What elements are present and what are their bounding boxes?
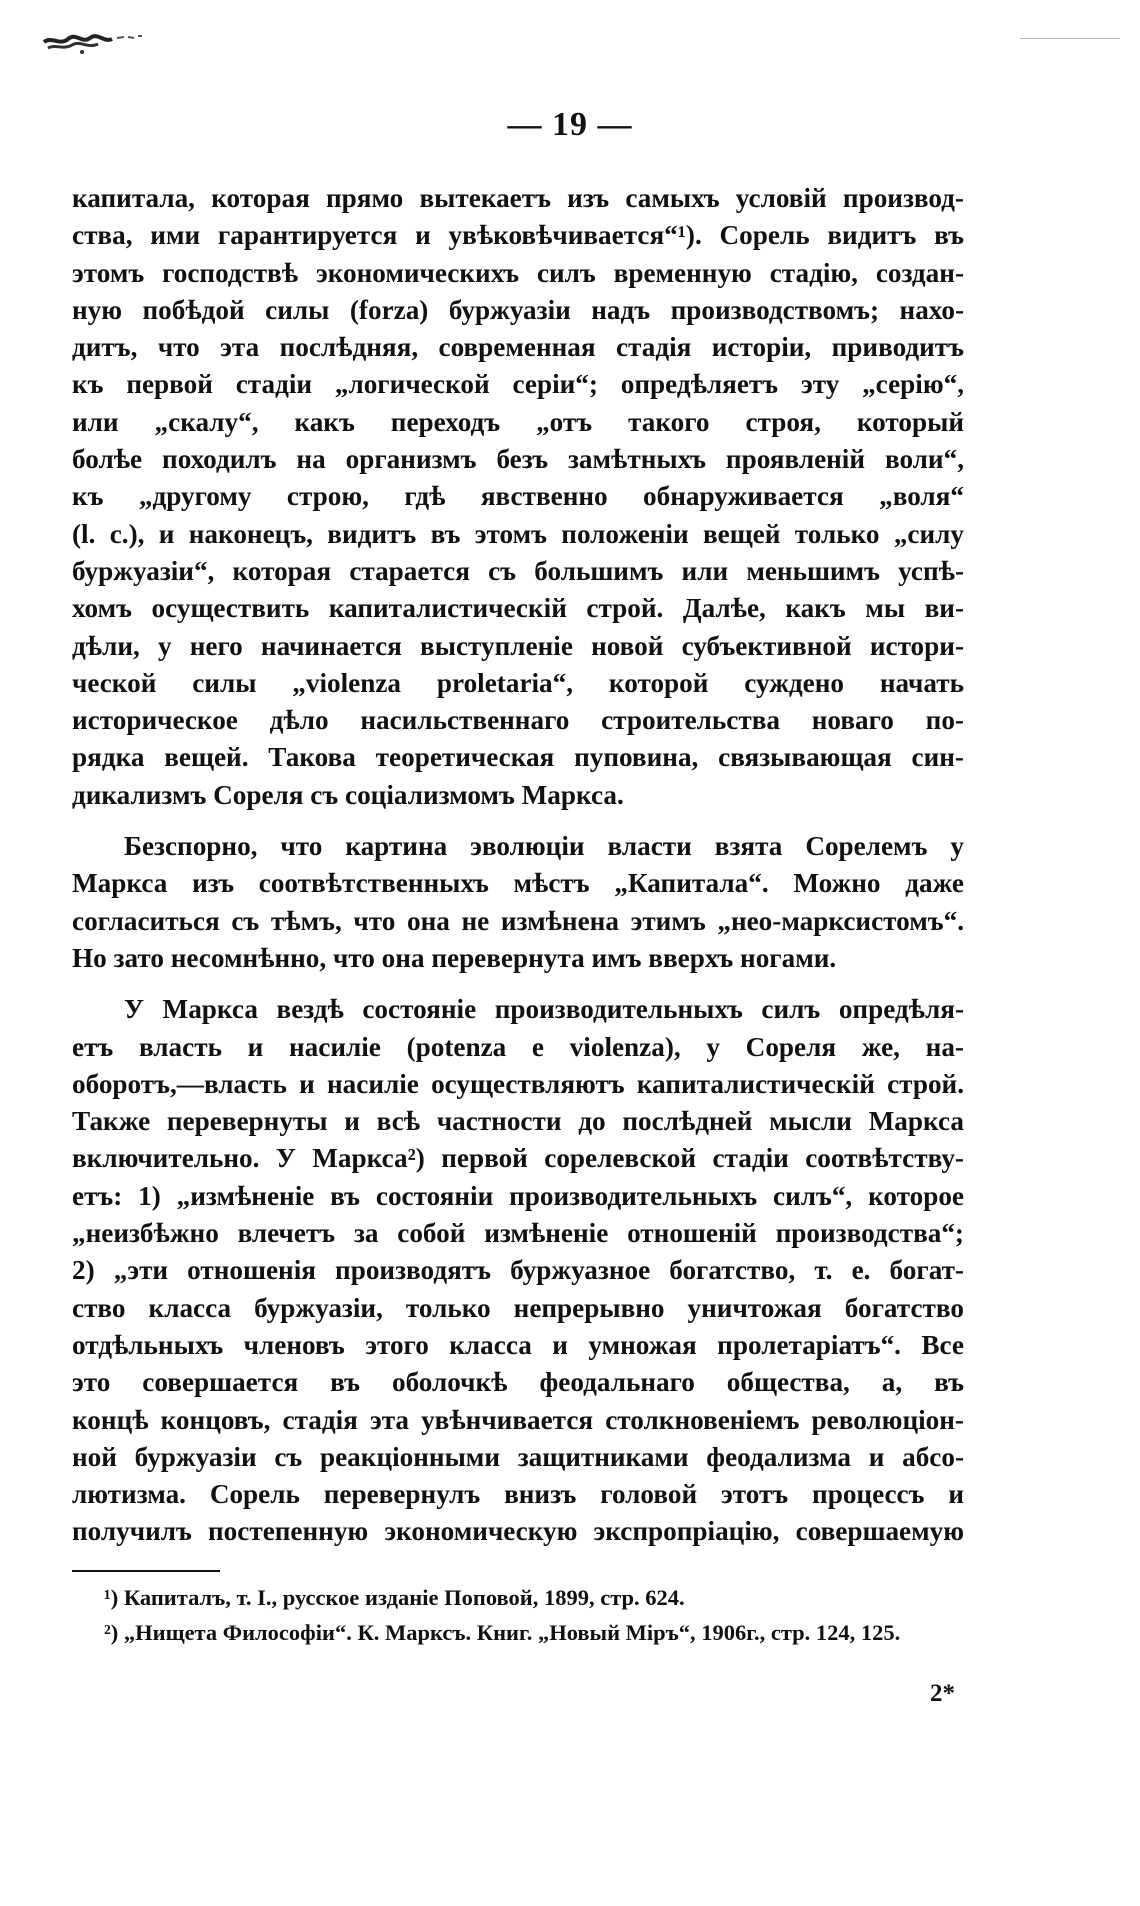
text-line: отдѣльныхъ членовъ этого класса и умножая пролетаріатъ“. Все	[72, 1329, 964, 1360]
text-line: получилъ постепенную экономическую экспропріацію, совершаемую	[72, 1516, 964, 1547]
text-line: капитала, которая прямо вытекаетъ изъ самыхъ условій производ-	[72, 183, 964, 213]
scan-edge-line	[1020, 38, 1120, 39]
paragraph-1-end	[72, 777, 964, 814]
ink-smudge-mark	[42, 30, 157, 58]
text-line: У Маркса вездѣ состояніе производительныхъ силъ опредѣля-	[124, 994, 964, 1025]
paragraph-2-end	[72, 940, 964, 977]
printer-signature-mark: 2*	[930, 1680, 955, 1707]
text-line: включительно. У Маркса²) первой сорелевской стадіи соотвѣтству-	[72, 1143, 964, 1174]
text-line: Маркса изъ соотвѣтственныхъ мѣстъ „Капитала“. Можно даже	[72, 868, 964, 899]
text-line: хомъ осуществить капиталистическій строй. Далѣе, какъ мы ви-	[72, 593, 964, 624]
footnote-2: ²) „Нищета Философіи“. К. Марксъ. Книг. „Новый Міръ“, 1906г., стр. 124, 125.	[104, 1620, 901, 1645]
page-number: — 19 —	[507, 106, 633, 143]
text-line: этомъ господствѣ экономическихъ силъ временную стадію, создан-	[72, 257, 964, 288]
text-line: „неизбѣжно влечетъ за собой измѣненіе отношеній производства“;	[72, 1218, 964, 1249]
paragraph-3	[72, 991, 964, 1550]
text-line: къ первой стадіи „логической серіи“; опредѣляетъ эту „серію“,	[72, 369, 964, 400]
text-line: къ „другому строю, гдѣ явственно обнаруживается „воля“	[72, 481, 964, 512]
text-line: лютизма. Сорель перевернулъ внизъ головой этотъ процессъ и	[72, 1479, 964, 1510]
text-line: дѣли, у него начинается выступленіе новой субъективной истори-	[72, 630, 964, 661]
text-line: Но зато несомнѣнно, что она перевернута имъ вверхъ ногами.	[72, 942, 837, 973]
footnote-divider	[72, 1570, 220, 1572]
text-line: ства, ими гарантируется и увѣковѣчивается“¹). Сорель видитъ въ	[72, 220, 964, 251]
text-line: ство класса буржуазіи, только непрерывно уничтожая богатство	[72, 1292, 964, 1323]
text-line: рядка вещей. Такова теоретическая пуповина, связывающая син-	[72, 742, 964, 773]
text-line: ной буржуазіи съ реакціонными защитниками феодализма и абсо-	[72, 1441, 964, 1472]
text-line: 2) „эти отношенія производятъ буржуазное богатство, т. е. богат-	[72, 1255, 964, 1286]
text-line: дикализмъ Сореля съ соціализмомъ Маркса.	[72, 779, 624, 810]
text-line: историческое дѣло насильственнаго строительства новаго по-	[72, 705, 964, 736]
text-line: ческой силы „violenza proletaria“, которой суждено начать	[72, 667, 964, 698]
paragraph-2	[72, 828, 964, 940]
text-line: (l. c.), и наконецъ, видитъ въ этомъ положеніи вещей только „силу	[72, 518, 964, 549]
text-line: или „скалу“, какъ переходъ „отъ такого строя, который	[72, 406, 964, 437]
text-line: оборотъ,—власть и насиліе осуществляютъ капиталистическій строй.	[72, 1068, 964, 1099]
text-line: болѣе походилъ на организмъ безъ замѣтныхъ проявленій воли“,	[72, 444, 964, 475]
text-line: Также перевернуты и всѣ частности до послѣдней мысли Маркса	[72, 1106, 964, 1137]
text-line: буржуазіи“, которая старается съ большимъ или меньшимъ успѣ-	[72, 555, 964, 586]
text-line: Безспорно, что картина эволюціи власти взята Сорелемъ у	[124, 831, 964, 862]
text-line: это совершается въ оболочкѣ феодальнаго общества, а, въ	[72, 1367, 964, 1398]
footnotes	[72, 1580, 964, 1650]
text-line: концѣ концовъ, стадія эта увѣнчивается столкновеніемъ революціон-	[72, 1404, 964, 1435]
main-text	[72, 180, 964, 1551]
text-line: етъ: 1) „измѣненіе въ состояніи производительныхъ силъ“, которое	[72, 1180, 964, 1211]
text-line: дитъ, что эта послѣдняя, современная стадія исторіи, приводитъ	[72, 332, 964, 363]
text-line: ную побѣдой силы (forza) буржуазіи надъ производствомъ; нахо-	[72, 294, 964, 325]
paragraph-1	[72, 180, 964, 777]
footnote-1: ¹) Капиталъ, т. I., русское изданіе Поповой, 1899, стр. 624.	[104, 1585, 685, 1610]
text-line: етъ власть и насиліе (potenza e violenza), у Сореля же, на-	[72, 1031, 964, 1062]
text-line: согласиться съ тѣмъ, что она не измѣнена этимъ „нео-марксистомъ“.	[72, 905, 964, 936]
